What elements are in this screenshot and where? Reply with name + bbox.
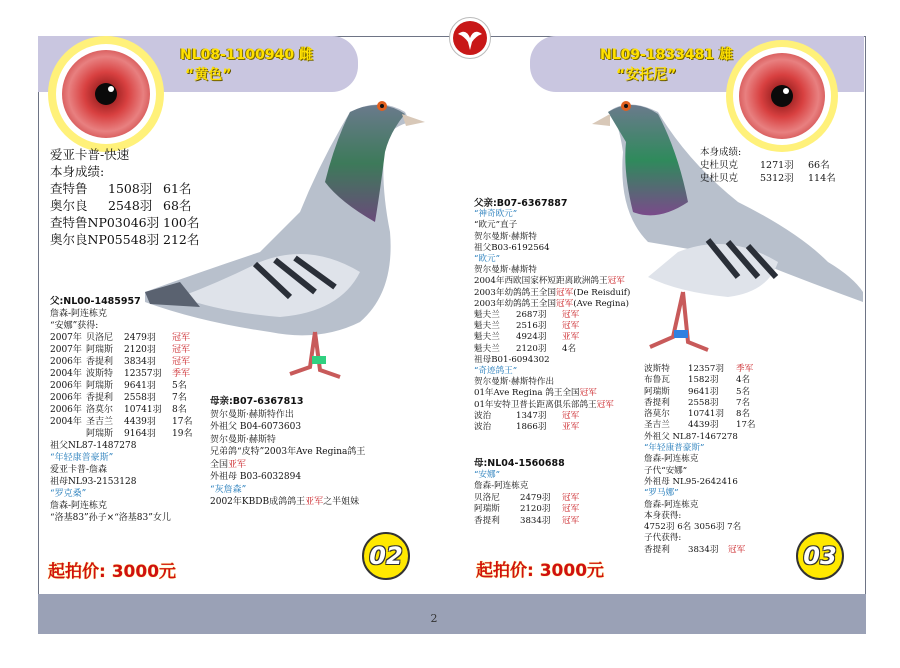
right-sire-section [474,198,630,433]
left-sire-line: 詹森-阿连栋克 [50,309,108,319]
left-ring-number: NL08-1100940 雌 [180,47,313,63]
right-mid-line: 外祖母 NL95-2642416 [644,476,738,487]
right-result-row: 史杜贝克 5312羽 114名 [700,173,836,184]
right-dam-result-row: 贝洛尼 2479羽 冠军 [474,492,580,503]
left-sire-result-row: 2006年 香提利 2558羽 7名 [50,393,187,403]
left-sire-line: 祖母NL93-2153128 [50,477,137,487]
right-mid-section [644,364,756,556]
left-sire-line: 詹森-阿连栋克 [50,501,108,511]
right-sire-result-row: 波治 1347羽 冠军 [474,410,580,421]
left-sire-result-row: 2004年 圣吉兰 4439羽 17名 [50,417,193,427]
left-dam-line: 2002年KBDB成鸽鸽王亚军之半姐妹 [210,497,360,507]
right-sire-line: 2004年西欧国家杯短距离欧洲鸽王冠军 [474,276,625,287]
right-mid-last-row: 香提利 3834羽 冠军 [644,544,746,555]
left-sire-result-row: 2007年 贝洛尼 2479羽 冠军 [50,333,191,343]
right-sire-title: 父亲:B07-6367887 [474,198,568,209]
right-dam-line: 詹森-阿连栋克 [474,481,529,491]
left-sire-line: “洛基83”孙子×“洛基83”女儿 [50,513,171,523]
right-sire-result-row: 魁夫兰 2516羽 冠军 [474,321,580,332]
right-sire-result-row: 魁夫兰 2687羽 冠军 [474,310,580,321]
right-mid-line: 外祖父 NL87-1467278 [644,431,738,442]
right-mid-result-row: 洛莫尔 10741羽 8名 [644,409,751,420]
right-sire-line: “欧元”直子 [474,220,518,231]
left-price: 起拍价: 3000元 [48,562,177,582]
left-sire-title: 父:NL00-1485957 [50,296,141,307]
left-sire-result-row: 2006年 香提利 3834羽 冠军 [50,357,191,367]
right-sire-line: 贺尔曼斯·赫斯特 [474,231,537,242]
logo-emblem [449,17,491,59]
right-bird-name: “安托尼” [616,67,677,83]
left-sire-line: “年轻康普豪斯” [50,453,114,463]
left-sire-result-row: 2004年 波斯特 12357羽 季军 [50,369,191,379]
left-sire-line: “罗克桑” [50,489,87,499]
right-mid-line: 本身获得: [644,510,682,521]
left-dam-line: 贺尔曼斯·赫斯特 [210,434,276,445]
right-dam-result-row: 阿瑞斯 2120羽 冠军 [474,504,580,514]
left-sire-line: “安娜”获得: [50,321,99,331]
left-bird-name: “黄色” [185,67,232,83]
left-sire-section [50,296,192,524]
left-dam-line: 全国亚军 [210,459,247,470]
left-dam-line: 贺尔曼斯·赫斯特作出 [210,409,294,420]
right-dam-result-row: 香提利 3834羽 冠军 [474,515,580,526]
right-mid-line: 4752羽 6名 3056羽 7名 [644,522,742,533]
right-sire-line: “神奇欧元” [474,209,518,220]
right-price: 起拍价: 3000元 [476,561,605,581]
right-sire-line: 01年安特卫普长距离俱乐部鸽王冠军 [474,399,614,410]
left-sire-result-row: 2006年 洛莫尔 10741羽 8名 [50,405,187,415]
left-dam-line: 兄弟鸽“皮特”2003年Ave Regina鸽王 [210,447,366,457]
right-sire-result-row: 魁夫兰 2120羽 4名 [474,343,577,354]
right-sire-result-row: 魁夫兰 4924羽 亚军 [474,332,580,343]
right-sire-line: 祖母B01-6094302 [474,354,550,365]
left-self-section [50,146,199,248]
right-mid-result-row: 阿瑞斯 9641羽 5名 [644,386,751,397]
right-sire-line: “奇迹鸽王” [474,366,518,377]
left-sire-result-row: 阿瑞斯 9164羽 19名 [86,429,193,439]
left-result-row: 奥尔良 2548羽 68名 [50,198,192,213]
left-dam-line: “灰詹森” [210,484,247,495]
right-self-line: 本身成绩: [700,147,742,158]
right-sire-line: 贺尔曼斯·赫斯特作出 [474,377,555,388]
left-sire-line: 爱亚卡普-詹森 [50,465,108,475]
right-mid-result-row: 香提利 2558羽 7名 [644,397,751,408]
left-self-line: 本身成绩: [50,164,105,179]
left-lot-badge: 02 [362,532,410,580]
left-result-row: 查特鲁 1508羽 61名 [50,181,192,196]
right-sire-line: 2003年幼鸽鸽王全国冠军(Ave Regina) [474,298,629,309]
right-ring-number: NL09-1833481 雄 [600,47,733,63]
left-sire-line: 祖父NL87-1487278 [50,441,137,451]
left-dam-line: 外祖母 B03-6032894 [210,472,302,482]
right-result-row: 史杜贝克 1271羽 66名 [700,160,830,171]
page-number: 2 [430,612,438,625]
left-dam-section [210,396,365,509]
right-mid-result-row: 波斯特 12357羽 季军 [644,364,754,374]
left-sire-result-row: 2006年 阿瑞斯 9641羽 5名 [50,381,187,391]
right-mid-line: 子代获得: [644,533,682,544]
right-mid-line: 詹森-阿连栋克 [644,454,699,465]
right-sire-line: 贺尔曼斯·赫斯特 [474,265,537,276]
right-mid-line: “年轻康普豪斯” [644,443,705,454]
left-self-line: 爱亚卡普-快速 [50,147,130,162]
right-dam-line: “安娜” [474,469,500,480]
left-result-row: 奥尔良NP05548羽 212名 [50,232,200,247]
right-sire-line: 01年Ave Regina 鸽王全国冠军 [474,388,597,399]
right-self-section [700,146,836,185]
right-sire-result-row: 波治 1866羽 亚军 [474,422,580,433]
right-mid-line: “罗马娜” [644,488,679,499]
left-dam-line: 外祖父 B04-6073603 [210,422,302,432]
right-sire-line: “欧元” [474,254,500,265]
right-mid-line: 詹森-阿连栋克 [644,499,699,510]
right-mid-result-row: 圣吉兰 4439羽 17名 [644,420,756,431]
right-dam-title: 母:NL04-1560688 [474,458,565,469]
right-mid-line: 子代“安娜” [644,465,688,476]
right-sire-line: 2003年幼鸽鸽王全国冠军(De Reisduif) [474,287,631,298]
left-sire-result-row: 2007年 阿瑞斯 2120羽 冠军 [50,345,191,355]
left-dam-title: 母亲:B07-6367813 [210,396,304,407]
right-sire-line: 祖父B03-6192564 [474,242,550,253]
right-mid-result-row: 布鲁瓦 1582羽 4名 [644,375,751,386]
left-result-row: 查特鲁NP03046羽 100名 [50,215,200,230]
right-dam-section [474,458,579,527]
right-lot-badge: 03 [796,532,844,580]
